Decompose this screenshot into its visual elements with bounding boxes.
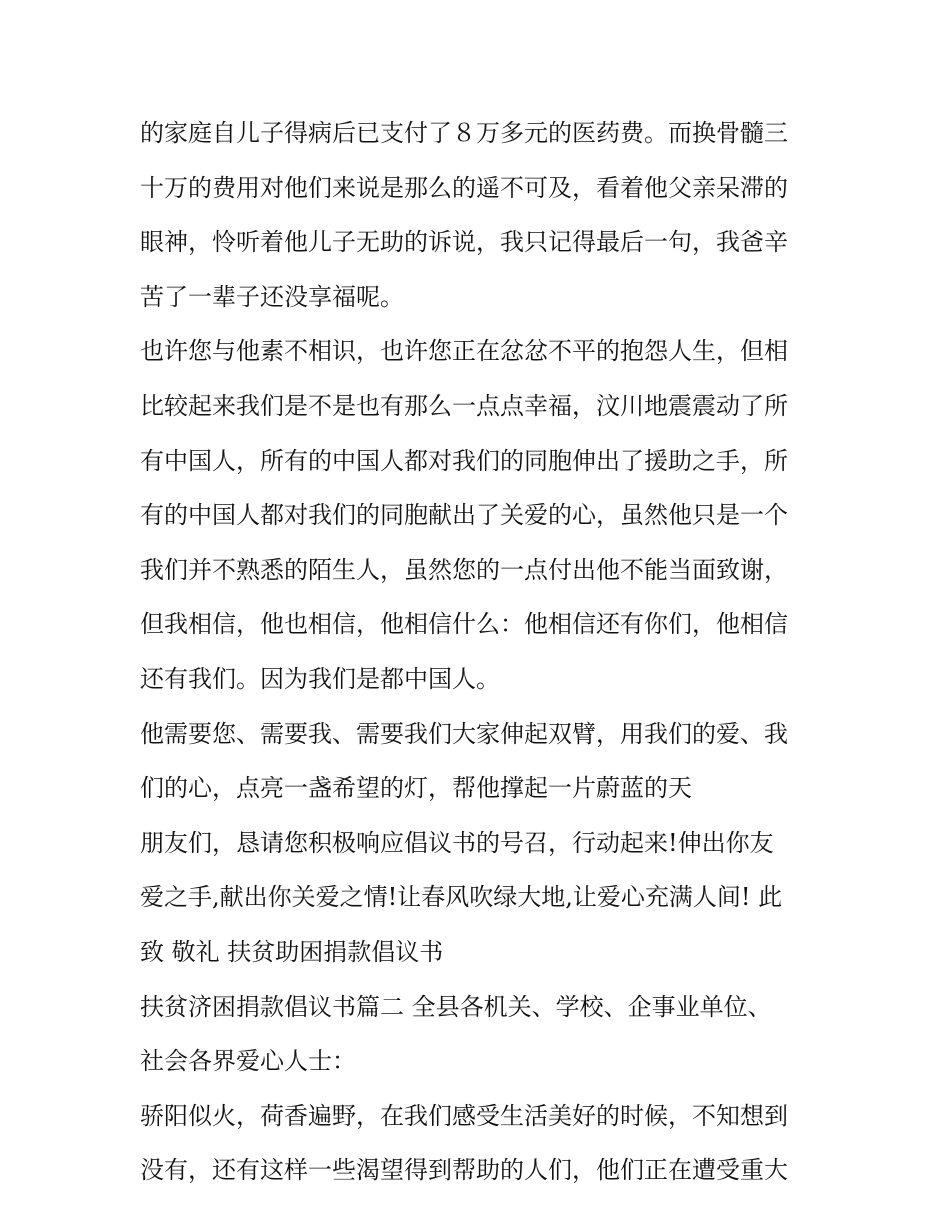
text-line-16: 致 敬礼 扶贫助困捐款倡议书 <box>140 937 444 966</box>
text-line-15: 爱之手,献出你关爱之情!让春风吹绿大地,让爱心充满人间! 此 <box>140 883 783 912</box>
text-line-7: 有中国人，所有的中国人都对我们的同胞伸出了援助之手，所 <box>140 446 788 475</box>
text-line-19: 骄阳似火，荷香遍野，在我们感受生活美好的时候，不知想到 <box>140 1101 788 1130</box>
text-line-20: 没有，还有这样一些渴望得到帮助的人们，他们正在遭受重大 <box>140 1156 788 1185</box>
text-line-17: 扶贫济困捐款倡议书篇二 全县各机关、学校、企事业单位、 <box>140 992 772 1021</box>
document-body <box>140 106 820 1198</box>
text-line-11: 还有我们。因为我们是都中国人。 <box>140 664 500 693</box>
text-line-2: 十万的费用对他们来说是那么的遥不可及，看着他父亲呆滞的 <box>140 173 788 202</box>
text-line-9: 我们并不熟悉的陌生人，虽然您的一点付出他不能当面致谢， <box>140 555 788 584</box>
text-line-5: 也许您与他素不相识，也许您正在忿忿不平的抱怨人生，但相 <box>140 337 788 366</box>
text-line-12: 他需要您、需要我、需要我们大家伸起双臂，用我们的爱、我 <box>140 719 788 748</box>
text-line-10: 但我相信，他也相信，他相信什么：他相信还有你们，他相信 <box>140 610 788 639</box>
text-line-3: 眼神，怜听着他儿子无助的诉说，我只记得最后一句，我爸辛 <box>140 228 788 257</box>
text-line-1: 的家庭自儿子得病后已支付了８万多元的医药费。而换骨髓三 <box>140 119 788 147</box>
text-line-18: 社会各界爱心人士： <box>140 1047 356 1076</box>
text-line-6: 比较起来我们是不是也有那么一点点幸福，汶川地震震动了所 <box>140 391 788 420</box>
text-line-14: 朋友们，恳请您积极响应倡议书的号召，行动起来!伸出你友 <box>140 828 774 857</box>
text-line-13: 们的心，点亮一盏希望的灯，帮他撑起一片蔚蓝的天 <box>140 774 692 803</box>
text-line-8: 有的中国人都对我们的同胞献出了关爱的心，虽然他只是一个 <box>140 501 788 530</box>
text-line-4: 苦了一辈子还没享福呢。 <box>140 282 404 311</box>
